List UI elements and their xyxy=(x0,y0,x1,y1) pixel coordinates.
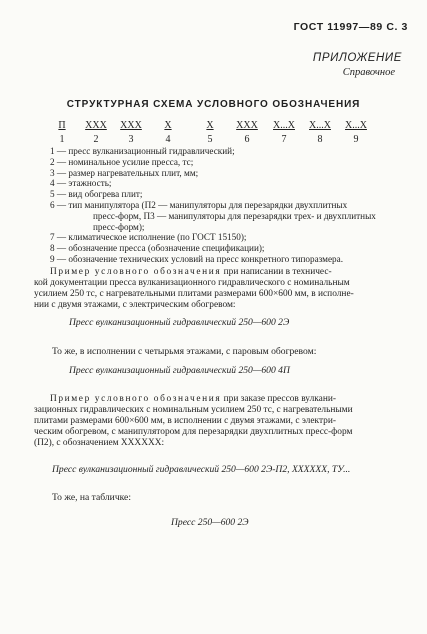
legend-item: 1 — пресс вулканизационный гидравлический; xyxy=(50,146,235,156)
scheme-code: ХХХ xyxy=(236,120,258,131)
legend-item-continuation: пресс-форм, П3 — манипуляторы для перезарядки трех- и двухплитных xyxy=(93,210,376,221)
scheme-number: 2 xyxy=(93,134,99,145)
scheme-code: Х...Х xyxy=(345,120,367,131)
paragraph-text: при заказе прессов вулкани- xyxy=(221,394,336,404)
page-header: ГОСТ 11997—89 С. 3 xyxy=(293,21,408,33)
legend-item: 5 — вид обогрева плит; xyxy=(50,189,143,200)
scheme-legend xyxy=(50,146,410,265)
press-order-designation: Пресс вулканизационный гидравлический 250—600 2Э-П2, ХХХХХХ, ТУ... xyxy=(52,464,351,475)
scheme-position-8 xyxy=(303,120,337,145)
scheme-number: 8 xyxy=(317,134,323,145)
press-designation-example: Пресс вулканизационный гидравлический 250—600 4П xyxy=(69,365,290,376)
scheme-position-4 xyxy=(151,120,185,145)
nameplate-text: То же, на табличке: xyxy=(52,492,131,503)
paragraph-line xyxy=(34,394,400,405)
nameplate-designation: Пресс 250—600 2Э xyxy=(171,517,249,528)
scheme-position-6 xyxy=(230,120,264,145)
scheme-code: ХХХ xyxy=(120,120,142,131)
paragraph-line xyxy=(34,267,400,278)
scheme-number: 1 xyxy=(59,134,65,145)
scheme-position-1 xyxy=(45,120,79,145)
legend-item-continuation: пресс-форм); xyxy=(93,221,145,232)
paragraph-line: зационных гидравлических с номинальным усилием 250 тс, с нагревательными xyxy=(34,404,353,415)
paragraph-text: при написании в техничес- xyxy=(221,267,332,277)
paragraph-line: кой документации пресса вулканизационного гидравлического с номинальным xyxy=(34,277,350,288)
scheme-number: 6 xyxy=(244,134,250,145)
legend-item: 8 — обозначение пресса (обозначение спецификации); xyxy=(50,243,265,254)
scheme-position-7 xyxy=(267,120,301,145)
example-lead: Пример условного обозначения xyxy=(50,267,222,277)
example-lead: Пример условного обозначения xyxy=(50,394,222,404)
legend-item: 6 — тип манипулятора (П2 — манипуляторы для перезарядки двухплитных xyxy=(50,199,348,210)
paragraph-line: нии с двумя этажами, с электрическим обогревом: xyxy=(34,299,236,310)
scheme-number: 3 xyxy=(128,134,134,145)
scheme-code: ХХХ xyxy=(85,120,107,131)
paragraph-line: усилием 250 тс, с нагревательными плитами размерами 600×600 мм, в исполне- xyxy=(34,288,354,299)
scheme-number: 7 xyxy=(281,134,287,145)
scheme-position-9 xyxy=(339,120,373,145)
scheme-position-5 xyxy=(193,120,227,145)
paragraph-line: ческим обогревом, с манипулятором для перезарядки двухплитных пресс-форм xyxy=(34,426,353,437)
legend-item: 2 — номинальное усилие пресса, тс; xyxy=(50,156,194,167)
appendix-title: ПРИЛОЖЕНИЕ xyxy=(312,52,402,64)
scheme-code: Х xyxy=(164,120,172,131)
paragraph-line: плитами размерами 600×600 мм, в исполнении с двумя этажами, с электри- xyxy=(34,415,336,426)
legend-item: 7 — климатическое исполнение (по ГОСТ 15150); xyxy=(50,232,247,243)
scheme-code: Х...Х xyxy=(309,120,331,131)
appendix-subtitle: Справочное xyxy=(342,67,395,78)
same-variant-text: То же, в исполнении с четырьмя этажами, с паровым обогревом: xyxy=(52,346,317,357)
legend-item: 4 — этажность; xyxy=(50,178,112,189)
paragraph-line: (П2), с обозначением ХХХХХХ: xyxy=(34,437,165,448)
scheme-code: П xyxy=(58,120,66,131)
press-designation-example: Пресс вулканизационный гидравлический 250—600 2Э xyxy=(69,317,290,328)
scheme-position-2 xyxy=(79,120,113,145)
scheme-number: 4 xyxy=(165,134,171,145)
legend-item: 3 — размер нагревательных плит, мм; xyxy=(50,167,199,178)
scheme-position-3 xyxy=(114,120,148,145)
scheme-number: 9 xyxy=(353,134,359,145)
legend-item: 9 — обозначение технических условий на пресс конкретного типоразмера. xyxy=(50,253,344,264)
scheme-code: Х xyxy=(206,120,214,131)
scheme-number: 5 xyxy=(207,134,213,145)
example-paragraph-1 xyxy=(34,267,400,311)
scheme-title: СТРУКТУРНАЯ СХЕМА УСЛОВНОГО ОБОЗНАЧЕНИЯ xyxy=(66,99,361,110)
scheme-code: Х...Х xyxy=(273,120,295,131)
example-paragraph-2 xyxy=(34,394,400,449)
